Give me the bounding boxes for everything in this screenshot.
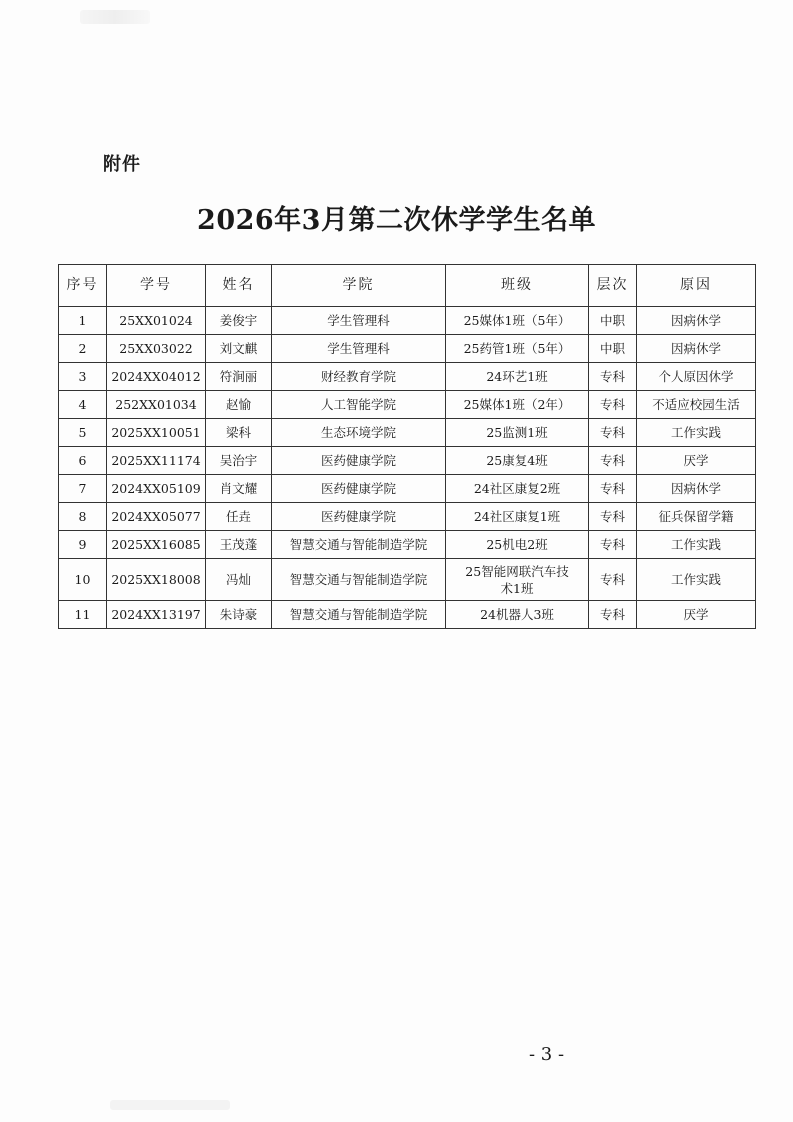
scan-artifact (110, 1100, 230, 1110)
cell-reason: 厌学 (637, 447, 756, 475)
table-row (59, 391, 756, 419)
cell-index: 6 (59, 447, 107, 475)
cell-name: 朱诗豪 (206, 601, 272, 629)
cell-college: 人工智能学院 (272, 391, 446, 419)
table-header-row (59, 265, 756, 307)
cell-index: 2 (59, 335, 107, 363)
cell-college: 智慧交通与智能制造学院 (272, 601, 446, 629)
cell-level: 专科 (589, 447, 637, 475)
cell-reason: 因病休学 (637, 307, 756, 335)
cell-college: 智慧交通与智能制造学院 (272, 559, 446, 601)
cell-student-id: 2024XX05077 (107, 503, 206, 531)
cell-college: 学生管理科 (272, 307, 446, 335)
cell-level: 中职 (589, 307, 637, 335)
table-row (59, 475, 756, 503)
cell-reason: 厌学 (637, 601, 756, 629)
cell-index: 5 (59, 419, 107, 447)
header-name: 姓名 (206, 265, 272, 307)
cell-student-id: 2025XX10051 (107, 419, 206, 447)
cell-reason: 个人原因休学 (637, 363, 756, 391)
cell-level: 专科 (589, 363, 637, 391)
cell-student-id: 2025XX18008 (107, 559, 206, 601)
cell-college: 智慧交通与智能制造学院 (272, 531, 446, 559)
cell-name: 刘文麒 (206, 335, 272, 363)
header-student-id: 学号 (107, 265, 206, 307)
table-row (59, 503, 756, 531)
cell-index: 7 (59, 475, 107, 503)
cell-level: 专科 (589, 503, 637, 531)
cell-class: 25媒体1班（2年） (446, 391, 589, 419)
table-row (59, 601, 756, 629)
header-level: 层次 (589, 265, 637, 307)
cell-college: 生态环境学院 (272, 419, 446, 447)
cell-student-id: 2024XX04012 (107, 363, 206, 391)
table-row (59, 307, 756, 335)
table-row (59, 363, 756, 391)
header-class: 班级 (446, 265, 589, 307)
cell-student-id: 2024XX13197 (107, 601, 206, 629)
cell-name: 冯灿 (206, 559, 272, 601)
cell-index: 1 (59, 307, 107, 335)
cell-student-id: 2024XX05109 (107, 475, 206, 503)
cell-class: 25监测1班 (446, 419, 589, 447)
page-number: - 3 - (528, 1044, 565, 1065)
cell-index: 10 (59, 559, 107, 601)
table-row (59, 447, 756, 475)
header-college: 学院 (272, 265, 446, 307)
cell-name: 赵愉 (206, 391, 272, 419)
cell-student-id: 2025XX11174 (107, 447, 206, 475)
cell-reason: 工作实践 (637, 559, 756, 601)
cell-class: 25机电2班 (446, 531, 589, 559)
student-leave-table (58, 264, 756, 629)
cell-level: 专科 (589, 601, 637, 629)
cell-class: 24机器人3班 (446, 601, 589, 629)
table-row (59, 559, 756, 601)
cell-student-id: 25XX03022 (107, 335, 206, 363)
table-row (59, 419, 756, 447)
cell-reason: 工作实践 (637, 531, 756, 559)
page-title: 2026年3月第二次休学学生名单 (197, 205, 596, 236)
cell-class: 25媒体1班（5年） (446, 307, 589, 335)
cell-index: 11 (59, 601, 107, 629)
cell-class: 24环艺1班 (446, 363, 589, 391)
header-reason: 原因 (637, 265, 756, 307)
cell-reason: 工作实践 (637, 419, 756, 447)
cell-name: 王茂蓬 (206, 531, 272, 559)
cell-index: 4 (59, 391, 107, 419)
cell-name: 梁科 (206, 419, 272, 447)
cell-name: 任垚 (206, 503, 272, 531)
cell-student-id: 25XX01024 (107, 307, 206, 335)
cell-level: 专科 (589, 531, 637, 559)
header-index: 序号 (59, 265, 107, 307)
scan-artifact (80, 10, 150, 24)
cell-college: 学生管理科 (272, 335, 446, 363)
cell-name: 符涧丽 (206, 363, 272, 391)
cell-college: 医药健康学院 (272, 447, 446, 475)
cell-reason: 因病休学 (637, 335, 756, 363)
cell-level: 专科 (589, 419, 637, 447)
cell-class: 24社区康复2班 (446, 475, 589, 503)
cell-class: 24社区康复1班 (446, 503, 589, 531)
attachment-label: 附件 (103, 154, 141, 175)
cell-college: 医药健康学院 (272, 503, 446, 531)
cell-level: 专科 (589, 391, 637, 419)
cell-index: 3 (59, 363, 107, 391)
cell-index: 9 (59, 531, 107, 559)
cell-level: 专科 (589, 559, 637, 601)
cell-student-id: 252XX01034 (107, 391, 206, 419)
cell-name: 姜俊宇 (206, 307, 272, 335)
cell-index: 8 (59, 503, 107, 531)
cell-student-id: 2025XX16085 (107, 531, 206, 559)
cell-level: 中职 (589, 335, 637, 363)
cell-name: 肖文耀 (206, 475, 272, 503)
cell-class: 25智能网联汽车技术1班 (446, 559, 589, 601)
cell-reason: 不适应校园生活 (637, 391, 756, 419)
table-row (59, 335, 756, 363)
cell-reason: 因病休学 (637, 475, 756, 503)
cell-name: 吴治宇 (206, 447, 272, 475)
cell-class: 25药管1班（5年） (446, 335, 589, 363)
cell-reason: 征兵保留学籍 (637, 503, 756, 531)
cell-college: 财经教育学院 (272, 363, 446, 391)
cell-college: 医药健康学院 (272, 475, 446, 503)
cell-level: 专科 (589, 475, 637, 503)
table-row (59, 531, 756, 559)
cell-class: 25康复4班 (446, 447, 589, 475)
